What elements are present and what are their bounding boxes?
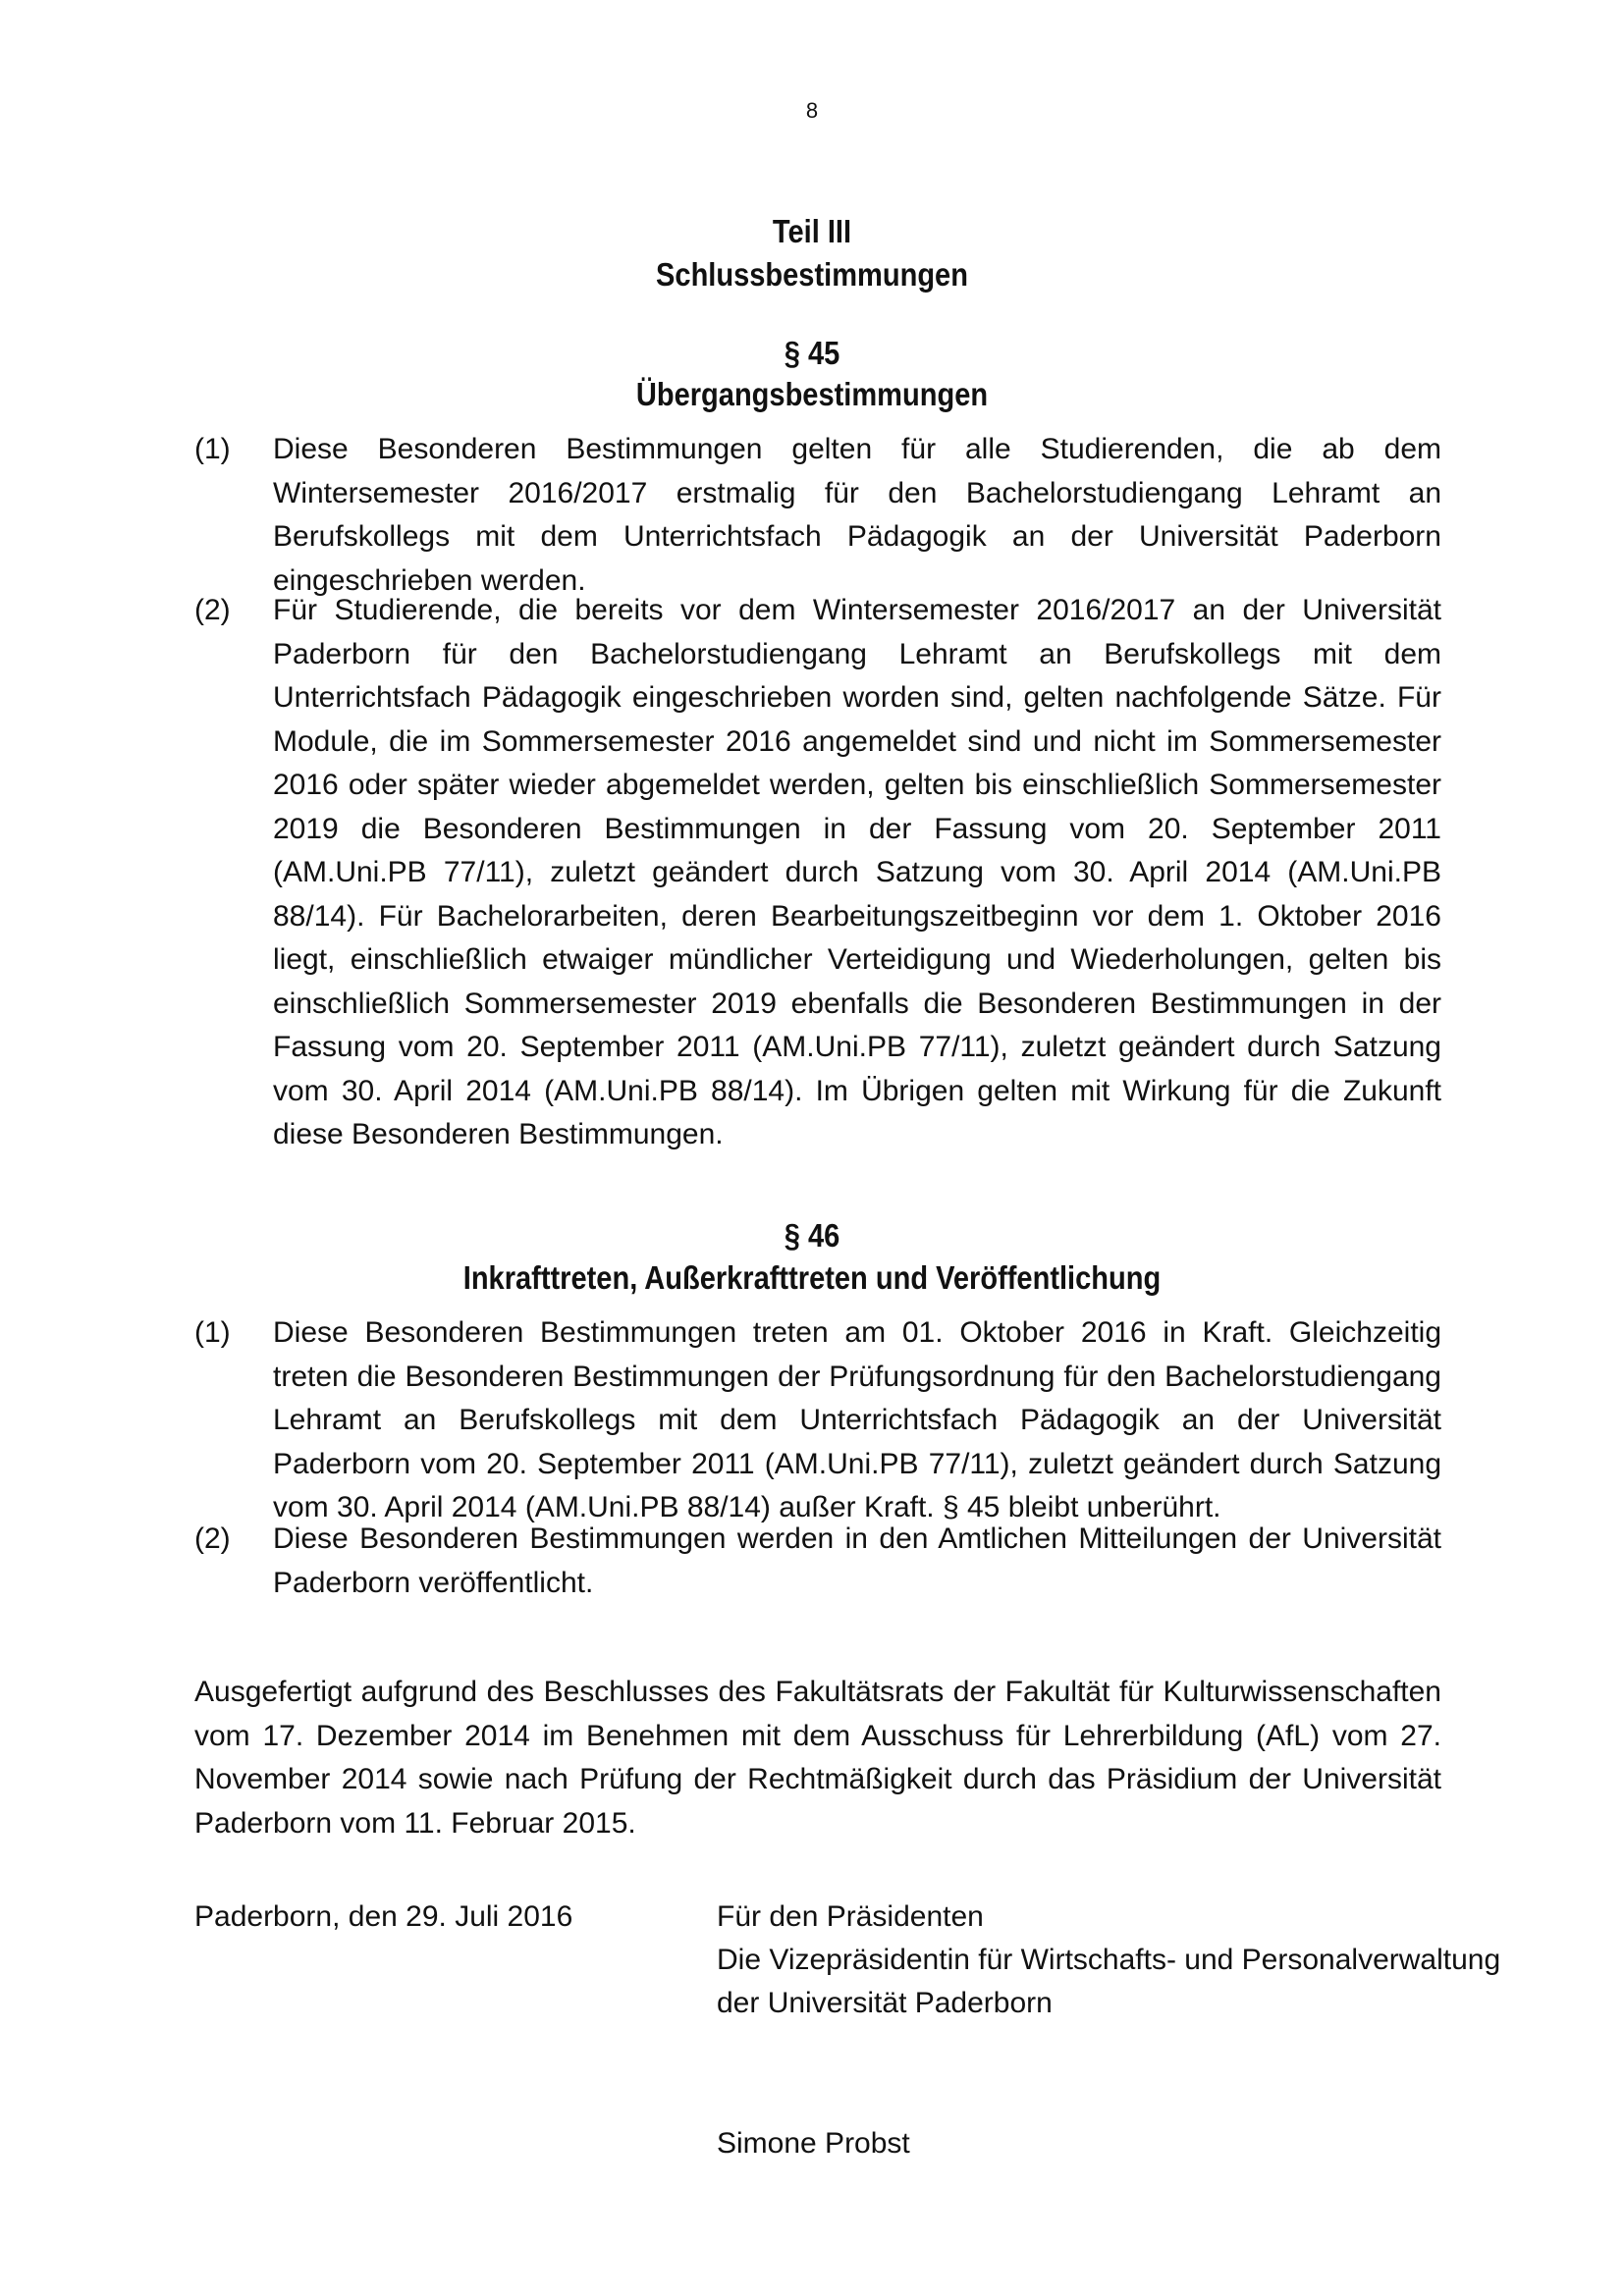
paragraph-text: Diese Besonderen Bestimmungen treten am 01. Oktober 2016 in Kraft. Gleichzeitig treten die Besonderen Bestimmungen der Prüfungsordnung für den Bachelorstudiengang Lehramt an Berufskollegs mit dem Unterrichtsfach Pädagogik an der Universität Paderborn vom 20. September 2011 (AM.Uni.PB 77/11), zuletzt geändert durch Satzung vom 30. April 2014 (AM.Uni.PB 88/14) außer Kraft. § 45 bleibt unberührt. — [273, 1316, 1441, 1523]
section-45-paragraph-1 — [194, 428, 1441, 603]
part-title: Teil III — [772, 213, 852, 249]
section-46-paragraph-1 — [194, 1311, 1441, 1530]
signature-line-3: der Universität Paderborn — [717, 1987, 1053, 2019]
paragraph-text: Für Studierende, die bereits vor dem Wintersemester 2016/2017 an der Universität Paderborn für den Bachelorstudiengang Lehramt an Berufskollegs mit dem Unterrichtsfach Pädagogik eingeschrieben worden sind, gelten nachfolgende Sätze. Für Module, die im Sommersemester 2016 angemeldet sind und nicht im Sommersemester 2016 oder später wieder abgemeldet werden, gelten bis einschließlich Sommersemester 2019 die Besonderen Bestimmungen in der Fassung vom 20. September 2011 (AM.Uni.PB 77/11), zuletzt geändert durch Satzung vom 30. April 2014 (AM.Uni.PB 88/14). Für Bachelorarbeiten, deren Bearbeitungszeitbeginn vor dem 1. Oktober 2016 liegt, einschließlich etwaiger mündlicher Verteidigung und Wiederholungen, gelten bis einschließlich Sommersemester 2019 ebenfalls die Besonderen Bestimmungen in der Fassung vom 20. September 2011 (AM.Uni.PB 77/11), zuletzt geändert durch Satzung vom 30. April 2014 (AM.Uni.PB 88/14). Im Übrigen gelten mit Wirkung für die Zukunft diese Besonderen Bestimmungen. — [273, 594, 1441, 1150]
paragraph-number: (1) — [194, 433, 231, 465]
section-46-title: Inkrafttreten, Außerkrafttreten und Veröffentlichung — [462, 1259, 1162, 1296]
enactment-text: Ausgefertigt aufgrund des Beschlusses des Fakultätsrats der Fakultät für Kulturwissenschaften vom 17. Dezember 2014 im Benehmen mit dem Ausschuss für Lehrerbildung (AfL) vom 27. November 2014 sowie nach Prüfung der Rechtmäßigkeit durch das Präsidium der Universität Paderborn vom 11. Februar 2015. — [194, 1676, 1441, 1840]
paragraph-number: (2) — [194, 1522, 231, 1555]
signature-place-date: Paderborn, den 29. Juli 2016 — [194, 1900, 573, 1933]
page-number: 8 — [805, 98, 819, 123]
paragraph-number: (2) — [194, 594, 231, 626]
paragraph-number: (1) — [194, 1316, 231, 1349]
signature-line-2: Die Vizepräsidentin für Wirtschafts- und Personalverwaltung — [717, 1944, 1501, 1976]
section-45-paragraph-2 — [194, 589, 1441, 1157]
paragraph-text: Diese Besonderen Bestimmungen gelten für alle Studierenden, die ab dem Wintersemester 2016/2017 erstmalig für den Bachelorstudiengang Lehramt an Berufskollegs mit dem Unterrichtsfach Pädagogik an der Universität Paderborn eingeschrieben werden. — [273, 433, 1441, 597]
section-45-title: Übergangsbestimmungen — [635, 376, 989, 412]
paragraph-text: Diese Besonderen Bestimmungen werden in den Amtlichen Mitteilungen der Universität Paderborn veröffentlicht. — [273, 1522, 1441, 1599]
section-45-number: § 45 — [784, 335, 840, 371]
section-46-number: § 46 — [784, 1217, 840, 1254]
signatory-name: Simone Probst — [717, 2127, 910, 2160]
signature-line-1: Für den Präsidenten — [717, 1900, 984, 1933]
section-46-paragraph-2 — [194, 1518, 1441, 1605]
part-subtitle: Schlussbestimmungen — [656, 256, 968, 293]
